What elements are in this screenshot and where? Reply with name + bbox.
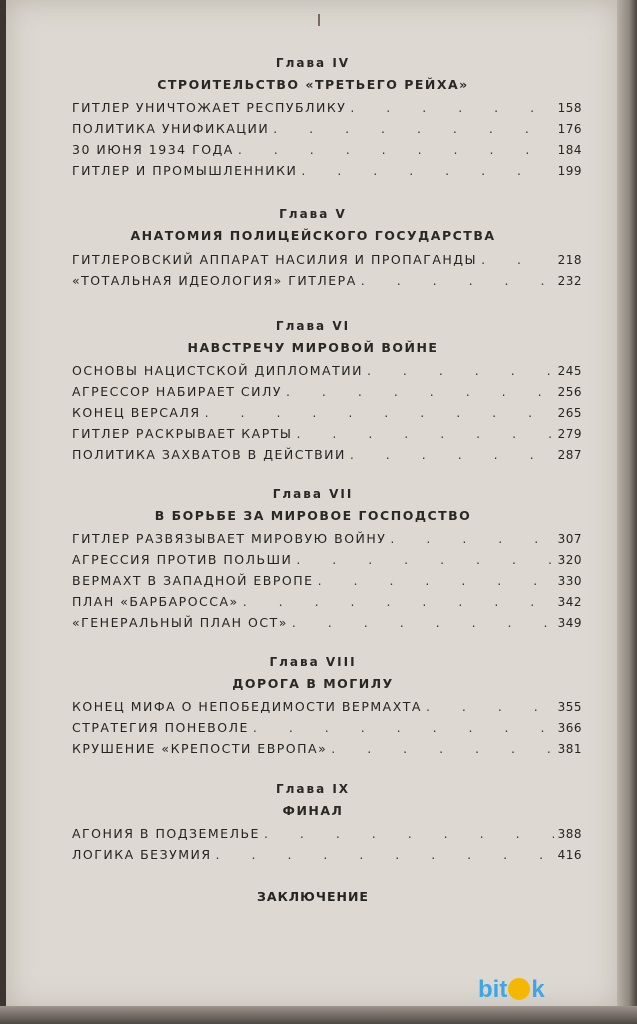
entry-page: 232 xyxy=(557,274,582,288)
chapter-label: Глава VI xyxy=(275,319,351,333)
watermark-text-end: k xyxy=(531,976,545,1003)
entry-page: 320 xyxy=(557,553,582,567)
leader-dots xyxy=(350,447,554,462)
entry-title: ПЛАН «БАРБАРОССА» xyxy=(72,594,239,609)
chapter-title: ФИНАЛ xyxy=(282,803,344,818)
chapter-6-heading xyxy=(6,319,620,355)
entry-page: 355 xyxy=(557,700,582,714)
leader-dots xyxy=(301,163,553,178)
entry-page: 256 xyxy=(557,385,582,399)
entry-page: 199 xyxy=(557,164,582,178)
leader-dots xyxy=(253,720,554,735)
leader-dots xyxy=(273,121,553,136)
leader-dots xyxy=(390,531,553,546)
book-edge xyxy=(617,0,637,1024)
chapter-label: Глава IV xyxy=(275,56,351,70)
entry-title: АГОНИЯ В ПОДЗЕМЕЛЬЕ xyxy=(72,826,260,841)
entry-page: 342 xyxy=(557,595,582,609)
entry-page: 366 xyxy=(557,721,582,735)
entry-page: 218 xyxy=(557,253,582,267)
entry-title: «ТОТАЛЬНАЯ ИДЕОЛОГИЯ» ГИТЛЕРА xyxy=(72,273,357,288)
watermark-text-start: bit xyxy=(478,976,508,1003)
chapter-title: НАВСТРЕЧУ МИРОВОЙ ВОЙНЕ xyxy=(187,340,439,355)
toc-entry xyxy=(72,252,582,270)
chapter-label: Глава V xyxy=(279,207,347,221)
chapter-label: Глава IX xyxy=(275,782,351,796)
toc-entry xyxy=(72,121,582,139)
toc-entry xyxy=(72,741,582,759)
toc-entry xyxy=(72,847,582,865)
entry-title: КОНЕЦ МИФА О НЕПОБЕДИМОСТИ ВЕРМАХТА xyxy=(72,699,422,714)
leader-dots xyxy=(264,826,554,841)
leader-dots xyxy=(286,384,554,399)
book-bottom-edge xyxy=(0,1006,637,1024)
chapter-9-heading xyxy=(6,782,620,818)
entry-page: 265 xyxy=(557,406,582,420)
leader-dots xyxy=(331,741,553,756)
leader-dots xyxy=(350,100,553,115)
chapter-title: АНАТОМИЯ ПОЛИЦЕЙСКОГО ГОСУДАРСТВА xyxy=(130,228,496,243)
toc-entry xyxy=(72,552,582,570)
entry-title: ПОЛИТИКА УНИФИКАЦИИ xyxy=(72,121,270,136)
entry-title: АГРЕССИЯ ПРОТИВ ПОЛЬШИ xyxy=(72,552,293,567)
entry-title: ПОЛИТИКА ЗАХВАТОВ В ДЕЙСТВИИ xyxy=(72,447,346,462)
toc-entry xyxy=(72,699,582,717)
toc-entry xyxy=(72,142,582,160)
toc-entry xyxy=(72,363,582,381)
toc-entry xyxy=(72,100,582,118)
entry-page: 279 xyxy=(557,427,582,441)
entry-page: 176 xyxy=(557,122,582,136)
entry-title: ГИТЛЕР И ПРОМЫШЛЕННИКИ xyxy=(72,163,298,178)
entry-title: 30 ИЮНЯ 1934 ГОДА xyxy=(72,142,234,157)
entry-title: КРУШЕНИЕ «КРЕПОСТИ ЕВРОПА» xyxy=(72,741,328,756)
leader-dots xyxy=(367,363,554,378)
entry-title: АГРЕССОР НАБИРАЕТ СИЛУ xyxy=(72,384,282,399)
entry-title: ГИТЛЕР РАЗВЯЗЫВАЕТ МИРОВУЮ ВОЙНУ xyxy=(72,531,387,546)
entry-page: 330 xyxy=(557,574,582,588)
entry-title: ГИТЛЕР УНИЧТОЖАЕТ РЕСПУБЛИКУ xyxy=(72,100,347,115)
conclusion-heading: ЗАКЛЮЧЕНИЕ xyxy=(257,889,369,904)
entry-page: 388 xyxy=(557,827,582,841)
chapter-title: В БОРЬБЕ ЗА МИРОВОЕ ГОСПОДСТВО xyxy=(154,508,472,523)
leader-dots xyxy=(238,142,554,157)
coin-icon xyxy=(508,978,530,1000)
site-watermark-logo xyxy=(478,976,545,1004)
leader-dots xyxy=(296,426,553,441)
entry-title: «ГЕНЕРАЛЬНЫЙ ПЛАН ОСТ» xyxy=(72,615,288,630)
chapter-5-heading xyxy=(6,207,620,243)
entry-title: СТРАТЕГИЯ ПОНЕВОЛЕ xyxy=(72,720,249,735)
toc-entry xyxy=(72,826,582,844)
entry-page: 416 xyxy=(557,848,582,862)
leader-dots xyxy=(296,552,553,567)
entry-page: 184 xyxy=(557,143,582,157)
entry-title: ГИТЛЕР РАСКРЫВАЕТ КАРТЫ xyxy=(72,426,293,441)
toc-entry xyxy=(72,594,582,612)
leader-dots xyxy=(292,615,554,630)
toc-entry xyxy=(72,447,582,465)
leader-dots xyxy=(243,594,554,609)
toc-entry xyxy=(72,615,582,633)
toc-entry xyxy=(72,273,582,291)
entry-page: 158 xyxy=(557,101,582,115)
toc-entry xyxy=(72,405,582,423)
chapter-label: Глава VIII xyxy=(269,655,357,669)
toc-entry xyxy=(72,573,582,591)
chapter-8-heading xyxy=(6,655,620,691)
toc-entry xyxy=(72,426,582,444)
page-mark xyxy=(318,14,320,26)
toc-entry xyxy=(72,531,582,549)
entry-page: 287 xyxy=(557,448,582,462)
chapter-title: ДОРОГА В МОГИЛУ xyxy=(232,676,394,691)
entry-title: ЛОГИКА БЕЗУМИЯ xyxy=(72,847,212,862)
leader-dots xyxy=(361,273,554,288)
leader-dots xyxy=(318,573,554,588)
chapter-title: СТРОИТЕЛЬСТВО «ТРЕТЬЕГО РЕЙХА» xyxy=(157,77,469,92)
toc-entry xyxy=(72,720,582,738)
leader-dots xyxy=(205,405,554,420)
leader-dots xyxy=(426,699,554,714)
entry-title: КОНЕЦ ВЕРСАЛЯ xyxy=(72,405,201,420)
chapter-label: Глава VII xyxy=(272,487,354,501)
toc-entry xyxy=(72,163,582,181)
entry-page: 349 xyxy=(557,616,582,630)
book-page xyxy=(6,0,623,1010)
chapter-4-heading xyxy=(6,56,620,92)
entry-title: ВЕРМАХТ В ЗАПАДНОЙ ЕВРОПЕ xyxy=(72,573,314,588)
entry-title: ГИТЛЕРОВСКИЙ АППАРАТ НАСИЛИЯ И ПРОПАГАНДЫ xyxy=(72,252,478,267)
toc-entry xyxy=(72,384,582,402)
entry-page: 307 xyxy=(557,532,582,546)
chapter-7-heading xyxy=(6,487,620,523)
leader-dots xyxy=(216,847,554,862)
entry-title: ОСНОВЫ НАЦИСТСКОЙ ДИПЛОМАТИИ xyxy=(72,363,363,378)
entry-page: 245 xyxy=(557,364,582,378)
entry-page: 381 xyxy=(557,742,582,756)
leader-dots xyxy=(481,252,554,267)
